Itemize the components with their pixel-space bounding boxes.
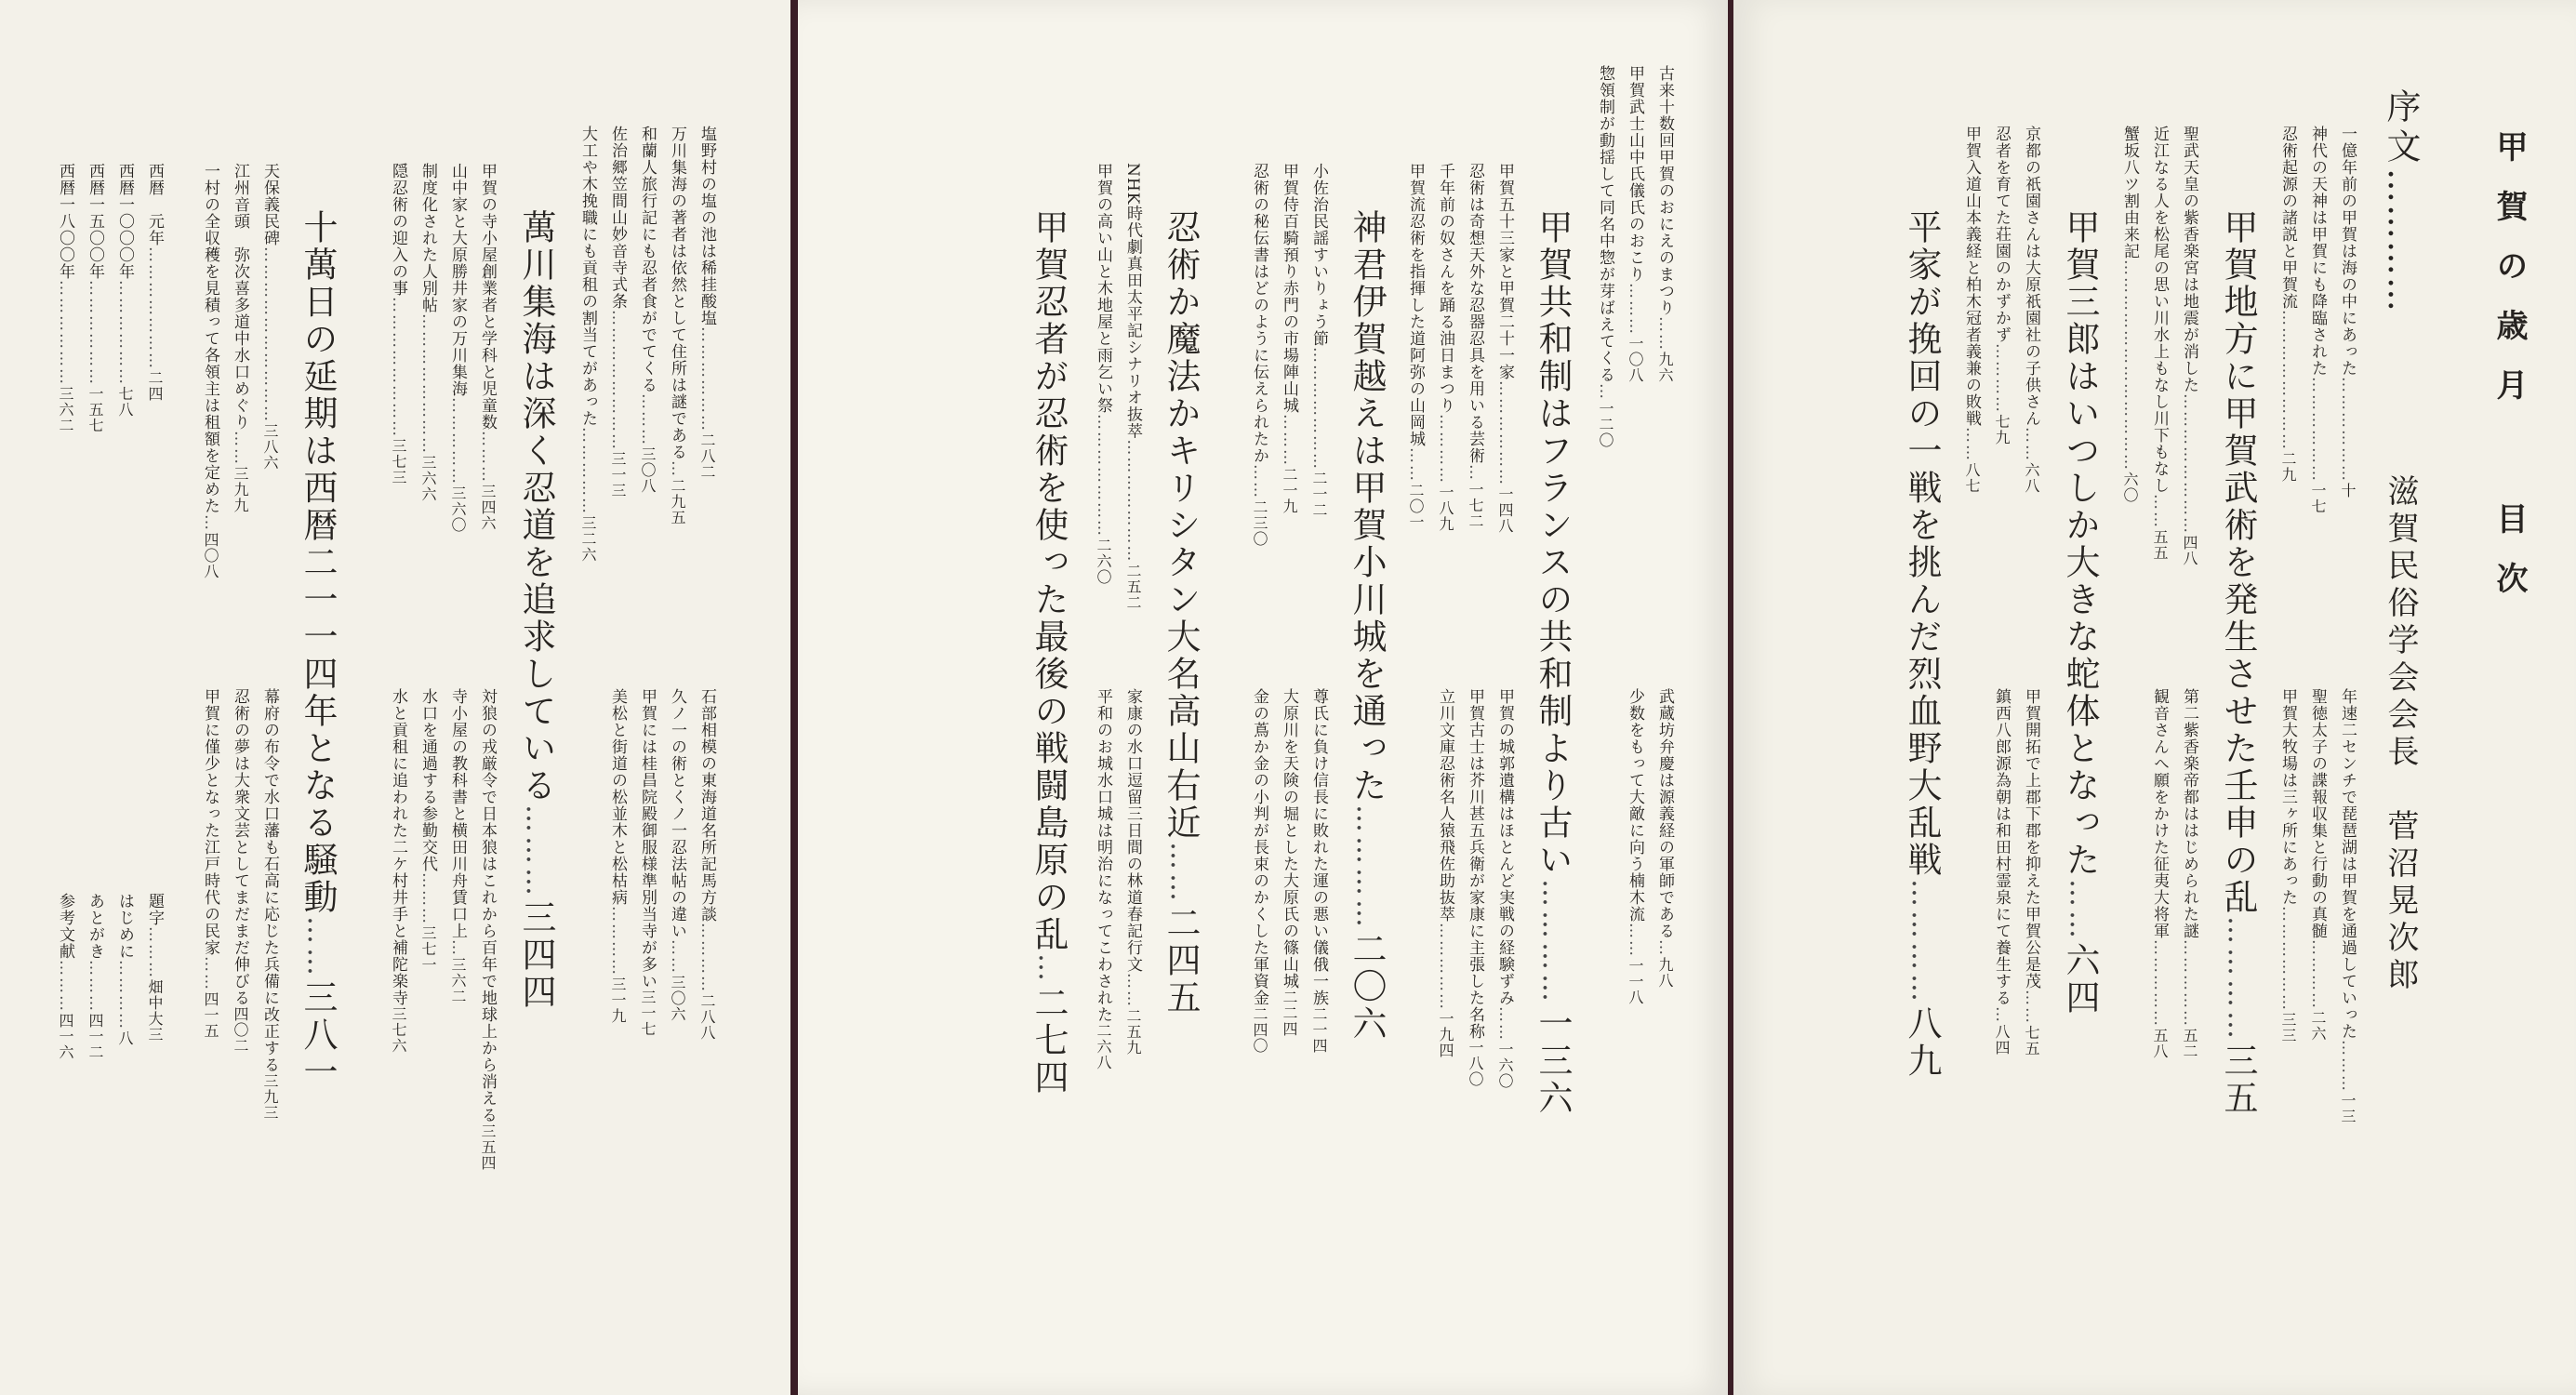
toc-entry[interactable]: NHK時代劇真田太平記シナリオ抜萃…………………二五二 [1123,163,1142,611]
toc-entry[interactable]: 金の蔦か金の小判が長束のかくした軍資金二四〇 [1250,688,1268,1054]
toc-entry[interactable]: 寺小屋の教科書と横田川舟賃口上…三六二 [448,688,467,1004]
toc-entry[interactable]: 千年前の奴さんを踊る油日まつり…………一八九 [1436,163,1454,532]
toc-entry[interactable]: 水と貢租に追われた二ケ村井手と補陀楽寺三七六 [389,688,407,1054]
chapter-heading[interactable]: 平家が挽回の一戦を挑んだ烈血野大乱戦…………八九 [1902,209,1942,1080]
toc-entry[interactable]: 制度化された人別帖……………………三六六 [418,163,437,502]
toc-entry[interactable]: 忍者を育てた荘園のかずかず…………七九 [1992,126,2011,445]
toc-entry[interactable]: 観音さんへ願をかけた征夷大将軍……………五八 [2150,688,2169,1059]
toc-entry[interactable]: 年速二センチで琵琶湖は甲賀を通過していった………一三 [2338,688,2357,1124]
toc-heading: 目次 [2490,502,2528,621]
chapter-heading[interactable]: 忍術か魔法かキリシタン大名高山右近……二四五 [1161,209,1201,1016]
toc-entry[interactable]: 小佐治民謡すいりょう節…………………二一二 [1309,163,1328,518]
toc-entry[interactable]: 甲賀の高い山と木地屋と雨乞い祭…………………二六〇 [1094,163,1112,585]
toc-entry[interactable]: 万川集海の著者は依然として住所は謎である…二九五 [668,126,686,525]
toc-entry[interactable]: 題字………畑中大三 [145,893,164,1043]
toc-entry[interactable]: 甲賀の城郭遺構はほとんど実戦の経験ずみ……一六〇 [1495,688,1514,1089]
chapter-heading[interactable]: 萬川集海は深く忍道を追求している………三四四 [516,209,556,1011]
toc-entry[interactable]: 聖武天皇の紫香楽宮は地震が消した……………………四八 [2180,126,2198,566]
toc-entry[interactable]: 西暦 元年…………………二四 [145,163,164,402]
toc-page-right [1733,0,2576,1395]
toc-entry[interactable]: 江州音頭 弥次喜多道中水口めぐり……三九九 [231,163,249,513]
toc-entry[interactable]: 西暦一八〇〇年………………三六二 [56,163,74,433]
toc-entry[interactable]: はじめに…………八 [115,893,134,1046]
toc-entry[interactable]: 塩野村の塩の池は稀挂酸塩………………二八二 [697,126,716,480]
toc-entry[interactable]: 隠忍術の迎入の事……………………三七三 [389,163,407,485]
toc-entry[interactable]: 一億年前の甲賀は海の中にあった………………十 [2338,126,2357,498]
toc-entry[interactable]: 古来十数回甲賀のおにえのまつり……九六 [1655,65,1674,383]
book-title: 甲賀の歳月 [2490,130,2528,428]
chapter-heading[interactable]: 甲賀地方に甲賀武術を発生させた壬申の乱…………三五 [2218,209,2258,1117]
toc-entry[interactable]: 神代の天神は甲賀にも降臨された………………一七 [2308,126,2327,514]
toc-entry[interactable]: 西暦一五〇〇年………………一五七 [86,163,104,433]
toc-entry[interactable]: 京都の祇園さんは大原祇園社の子供さん……六八 [2022,126,2040,494]
toc-entry[interactable]: 尊氏に負け信長に敗れた運の悪い儀俄一族二一四 [1309,688,1328,1054]
toc-entry[interactable]: 家康の水口逗留三日間の林道春記行文……二五九 [1123,688,1142,1056]
toc-entry[interactable]: 甲賀の寺小屋創業者と学科と児童数………三四六 [478,163,497,531]
preface-label: 序文………… [2381,88,2421,313]
toc-entry[interactable]: 忍術の秘伝書はどのように伝えられたか……二三〇 [1250,163,1268,547]
toc-entry[interactable]: 甲賀大牧場は三ヶ所にあった………………三三 [2278,688,2297,1043]
toc-entry[interactable]: 忍術は奇想天外な忍器忍具を用いる芸術…一七二 [1466,163,1484,529]
preface-author: 滋賀民俗学会会長 菅沼晃次郎 [2382,474,2419,995]
toc-page-left [0,0,790,1395]
toc-entry[interactable]: 甲賀侍百騎預り赤門の市場陣山城………二一九 [1280,163,1298,514]
chapter-heading[interactable]: 甲賀忍者が忍術を使った最後の戦闘島原の乱…二七四 [1029,209,1069,1096]
toc-entry[interactable]: 立川文庫忍術名人猿飛佐助抜萃……………一九四 [1436,688,1454,1058]
toc-entry[interactable]: 佐治郷笠間山妙音寺式条……………………三一三 [608,126,627,498]
toc-entry[interactable]: 第二紫香楽帝都ははじめられた謎……………五二 [2180,688,2198,1059]
toc-entry[interactable]: 平和のお城水口城は明治になってこわされた二六八 [1094,688,1112,1070]
toc-entry[interactable]: 対狼の戎厳令で日本狼はこれから百年で地球上から消える三五四 [478,688,497,1171]
toc-entry[interactable]: 久ノ一の術とくノ一忍法帖の違い……三〇六 [668,688,686,1022]
toc-entry[interactable]: 甲賀古士は芥川甚五兵衛が家康に主張した名称一八〇 [1466,688,1484,1087]
toc-entry[interactable]: 一村の全収穫を見積って各領主は租額を定めた…四〇八 [201,163,219,579]
toc-entry[interactable]: 聖徳太子の諜報収集と行動の真髄…………二六 [2308,688,2327,1042]
toc-entry[interactable]: 和蘭人旅行記にも忍者食がでてくる………三〇八 [638,126,657,494]
toc-entry[interactable]: 大工や木挽職にも貢租の割当てがあった……………三二六 [578,126,597,563]
toc-entry[interactable]: 甲賀に僅少となった江戸時代の民家……四一五 [201,688,219,1039]
toc-entry[interactable]: 甲賀五十三家と甲賀二十一家………………一四八 [1495,163,1514,534]
chapter-heading[interactable]: 甲賀三郎はいつしか大きな蛇体となった……六四 [2060,209,2100,1016]
toc-entry[interactable]: 幕府の布令で水口藩も石高に応じた兵備に改正する三九三 [260,688,279,1121]
toc-entry[interactable]: 天保義民碑…………………………三八六 [260,163,279,471]
toc-entry[interactable]: 武蔵坊弁慶は源義経の軍師である…九八 [1655,688,1674,989]
toc-entry[interactable]: 甲賀開拓で上郡下郡を抑えた甲賀公是茂……七五 [2022,688,2040,1056]
toc-page-middle [798,0,1728,1395]
chapter-heading[interactable]: 甲賀共和制はフランスの共和制より古い…………一三六 [1533,209,1573,1117]
toc-entry[interactable]: 山中家と大原勝井家の万川集海……………三六〇 [448,163,467,533]
toc-entry[interactable]: 鎮西八郎源為朝は和田村霊泉にて養生する…八四 [1992,688,2011,1056]
toc-entry[interactable]: 少数をもって大敵に向う楠木流……一一八 [1626,688,1644,1005]
toc-entry[interactable]: 甲賀流忍術を指揮した道阿弥の山岡城……二〇一 [1406,163,1425,530]
toc-entry[interactable]: 忍術の夢は大衆文芸としてまだまだ伸びる四〇二 [231,688,249,1054]
toc-entry[interactable]: 惣領制が動揺して同名中惣が芽ばえてくる…一二〇 [1596,65,1614,448]
binding-gutter-left [790,0,798,1395]
toc-entry[interactable]: 甲賀には桂昌院殿御服様準別当寺が多い三一七 [638,688,657,1037]
toc-entry[interactable]: 西暦一〇〇〇年………………七八 [115,163,134,418]
chapter-heading[interactable]: 神君伊賀越えは甲賀小川城を通った…………二〇六 [1347,209,1387,1043]
toc-entry[interactable]: 美松と街道の松並木と松枯病…………三一九 [608,688,627,1024]
toc-entry[interactable]: 甲賀武士山中氏儀氏のおこり………一〇八 [1626,65,1644,383]
toc-entry[interactable]: 石部相模の東海道名所記馬方談…………二八八 [697,688,716,1041]
toc-entry[interactable]: 甲賀入道山本義経と柏木冠者義兼の敗戦……八七 [1962,126,1981,494]
chapter-heading[interactable]: 十萬日の延期は西暦二一一四年となる騒動……三八一 [298,209,338,1091]
toc-entry[interactable]: 蟹坂八ツ割由来記………………………………六〇 [2120,126,2139,503]
toc-entry[interactable]: 忍術起源の諸説と甲賀流……………………二九 [2278,126,2297,483]
toc-entry[interactable]: あとがき………四一二 [86,893,104,1060]
toc-entry[interactable]: 大原川を天険の堀とした大原氏の篠山城二二四 [1280,688,1298,1037]
toc-entry[interactable]: 参考文献………四一六 [56,893,74,1060]
toc-entry[interactable]: 水口を通過する参勤交代………三七一 [418,688,437,973]
toc-entry[interactable]: 近江なる人を松尾の思い川水上もなし川下もなし……五五 [2150,126,2169,561]
